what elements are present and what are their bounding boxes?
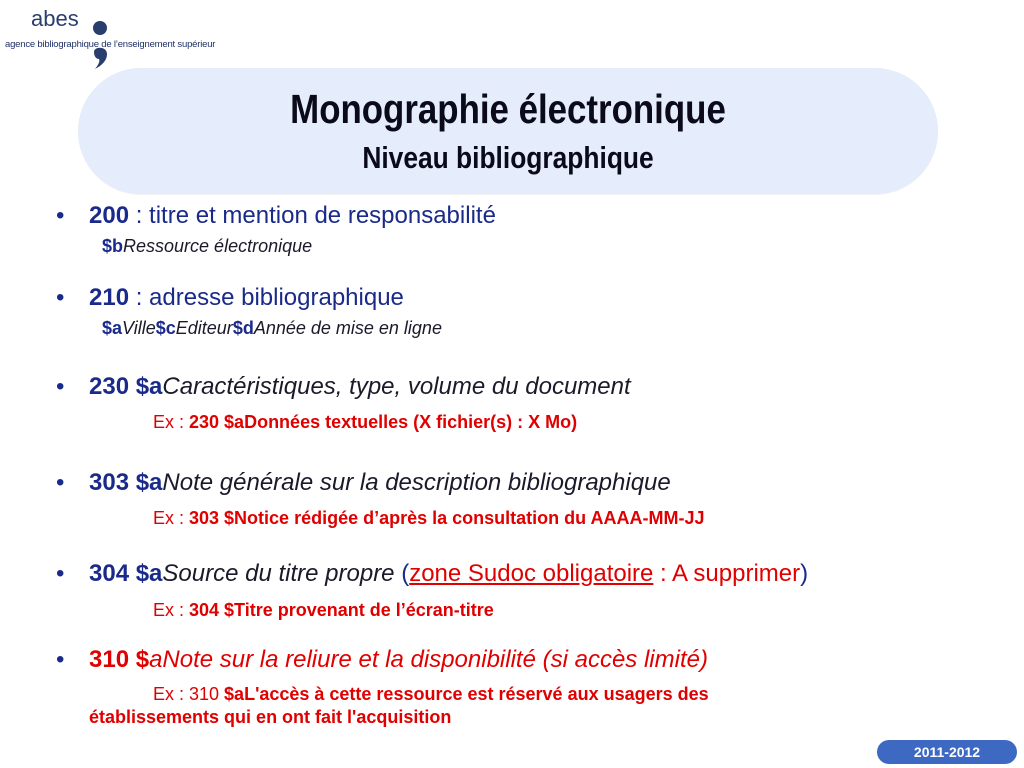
subfield-code: $b [102,236,124,256]
subfield-label: Ressource électronique [123,236,313,256]
subfield-line-210 [102,318,442,339]
bullet: • [56,469,65,496]
bullet: • [56,560,65,587]
field-description: : adresse bibliographique [129,284,404,311]
logo-word: abes [31,6,79,31]
example-value: 230 $aDonnées textuelles (X fichier(s) : X Mo) [189,412,578,432]
sudoc-obligatoire-link[interactable]: zone Sudoc obligatoire [409,560,654,587]
example-310 [153,684,709,705]
page-title: Monographie électronique [290,86,726,132]
example-label: Ex : [153,600,190,620]
page-subtitle: Niveau bibliographique [362,140,654,175]
subfield-line-200 [102,236,312,257]
subfield-code: $c [155,318,176,338]
field-code: 210 [89,284,130,311]
example-value: 303 $Notice rédigée d’après la consultation du AAAA-MM-JJ [189,508,705,528]
field-code: 310 $ [89,646,150,673]
example-label: Ex : 310 [153,684,225,704]
paren-open: ( [394,560,410,587]
bullet: • [56,202,65,229]
example-label: Ex : [153,412,190,432]
remove-note: : A supprimer [653,560,801,587]
year-badge: 2011-2012 [877,740,1017,764]
field-description: Caractéristiques, type, volume du document [162,373,631,400]
field-code: 303 $a [89,469,163,496]
field-code: 200 [89,202,130,229]
field-description: Source du titre propre [162,560,395,587]
field-code: 230 $a [89,373,163,400]
subfield-label: Année de mise en ligne [253,318,442,338]
bullet: • [56,646,65,673]
paren-close: ) [800,560,809,587]
example-label: Ex : [153,508,190,528]
subfield-code: $a [102,318,123,338]
example-303 [153,508,704,529]
example-value: $aL'accès à cette ressource est réservé aux usagers des [224,684,709,704]
field-description: aNote sur la reliure et la disponibilité (si accès limité) [149,646,708,673]
logo-subtitle: agence bibliographique de l’enseignement supérieur [5,39,216,50]
field-description: Note générale sur la description bibliographique [162,469,671,496]
example-310-continuation: établissements qui en ont fait l'acquisition [89,707,452,727]
subfield-code: $d [232,318,254,338]
field-code: 304 $a [89,560,163,587]
example-value: 304 $Titre provenant de l’écran-titre [189,600,494,620]
example-304 [153,600,494,621]
bullet: • [56,284,65,311]
field-description: : titre et mention de responsabilité [129,202,496,229]
example-230 [153,412,577,433]
bullet: • [56,373,65,400]
subfield-label: Ville [122,318,156,338]
subfield-label: Editeur [175,318,233,338]
